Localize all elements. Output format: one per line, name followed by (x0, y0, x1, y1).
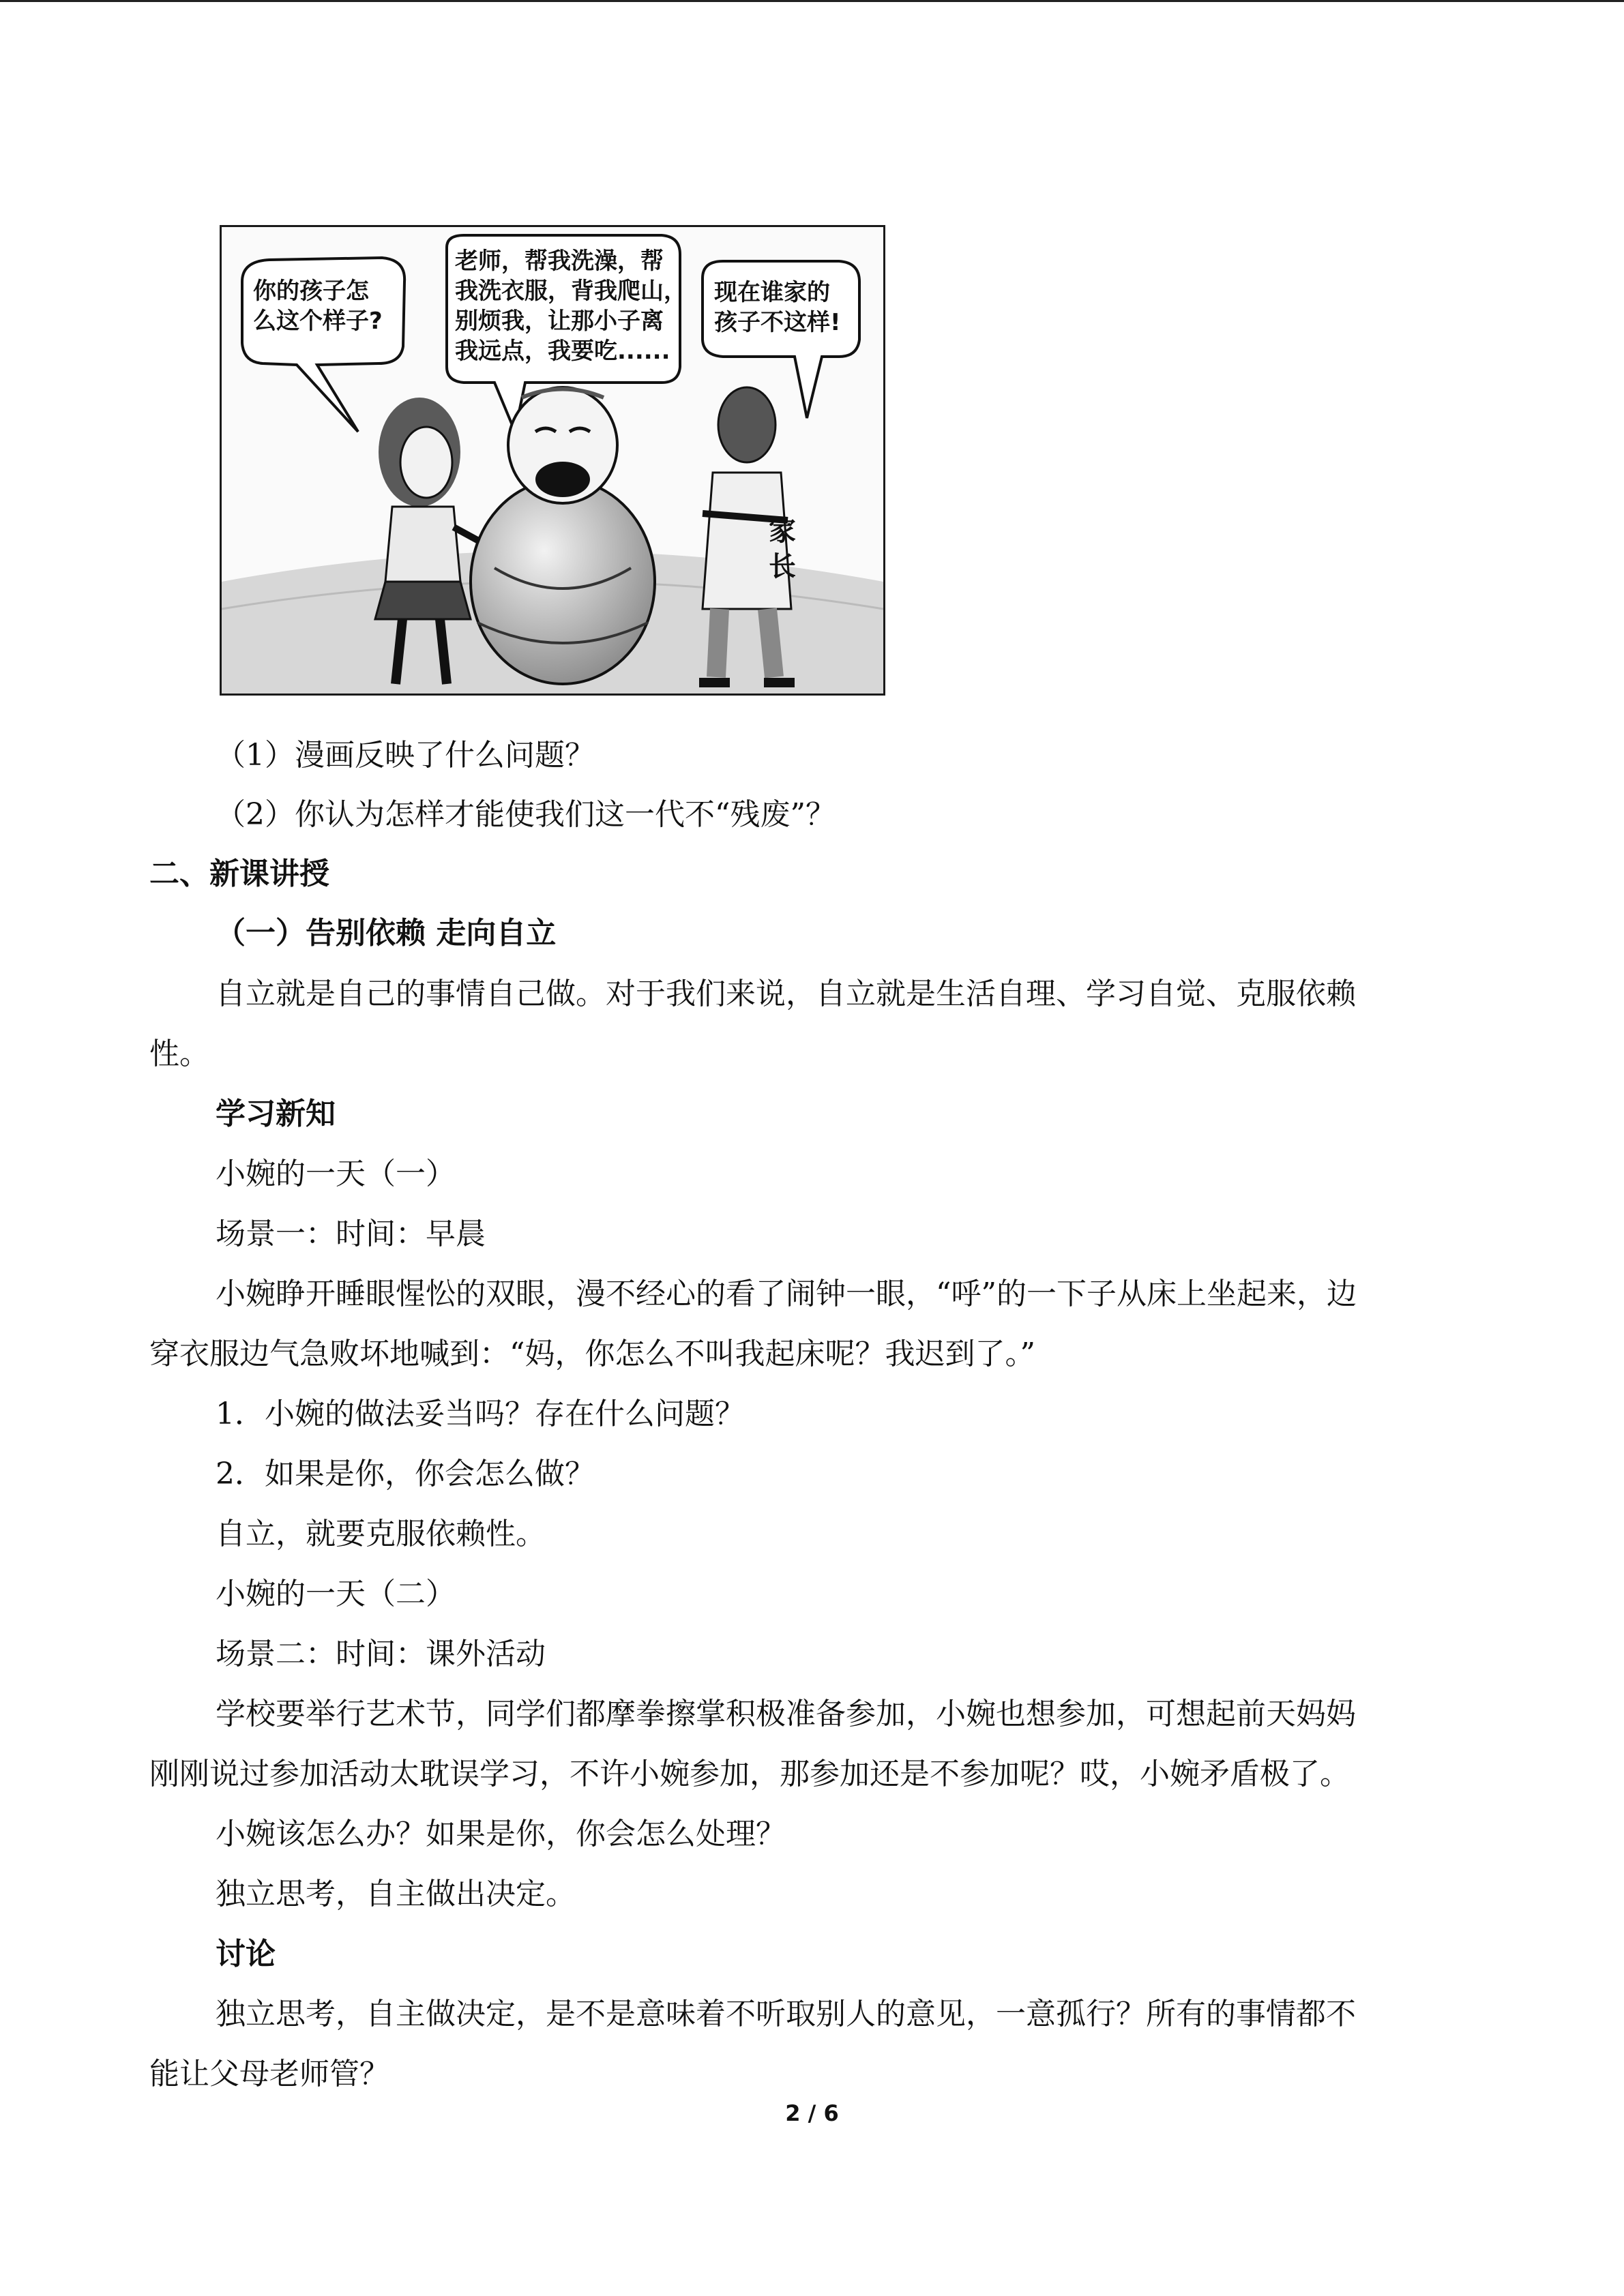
discussion-line-1: 独立思考，自主做决定，是不是意味着不听取别人的意见，一意孤行？所有的事情都不 (216, 1997, 1356, 2031)
subsection-heading: （一）告别依赖 走向自立 (216, 916, 557, 951)
story2-scene: 场景二：时间：课外活动 (216, 1637, 546, 1671)
discussion-heading: 讨论 (216, 1937, 276, 1971)
learn-heading: 学习新知 (216, 1097, 336, 1131)
left-bubble-line: 么这个样子? (253, 308, 383, 335)
question-1: （1）漫画反映了什么问题？ (216, 738, 595, 773)
center-bubble-text (455, 246, 687, 366)
story1-title: 小婉的一天（一） (216, 1157, 456, 1191)
story1-scene: 场景一：时间：早晨 (216, 1217, 486, 1251)
top-border-line (0, 0, 1624, 2)
right-bubble-text (714, 278, 841, 338)
right-bubble-line: 现在谁家的 (714, 279, 830, 306)
story2-title: 小婉的一天（二） (216, 1577, 456, 1611)
section-heading: 二、新课讲授 (149, 856, 329, 891)
story2-text-line-2: 刚刚说过参加活动太耽误学习，不许小婉参加，那参加还是不参加呢？哎，小婉矛盾极了。 (149, 1757, 1350, 1791)
story1-text-line-1: 小婉睁开睡眼惺忪的双眼，漫不经心的看了闹钟一眼，“呼”的一下子从床上坐起来，边 (216, 1277, 1357, 1311)
parent-label-char: 家 (769, 516, 796, 547)
parent-label-char: 长 (769, 551, 796, 582)
story1-text-line-2: 穿衣服边气急败坏地喊到：“妈，你怎么不叫我起床呢？我迟到了。” (149, 1337, 1035, 1371)
page-number: 2 / 6 (785, 2100, 839, 2126)
discussion-line-2: 能让父母老师管？ (149, 2057, 389, 2091)
story2-question: 小婉该怎么办？如果是你，你会怎么处理？ (216, 1817, 786, 1851)
story2-text-line-1: 学校要举行艺术节，同学们都摩拳擦掌积极准备参加，小婉也想参加，可想起前天妈妈 (216, 1697, 1356, 1731)
right-bubble-line: 孩子不这样! (714, 309, 841, 336)
center-bubble-line: 我洗衣服，背我爬山， (455, 278, 687, 305)
parent-label (767, 513, 797, 584)
definition-line-1: 自立就是自己的事情自己做。对于我们来说，自立就是生活自理、学习自觉、克服依赖 (216, 976, 1356, 1011)
cartoon-illustration (220, 225, 885, 696)
left-bubble-text (253, 276, 383, 336)
story1-question-2: 2．如果是你，你会怎么做？ (216, 1457, 595, 1491)
story2-conclusion: 独立思考，自主做出决定。 (216, 1877, 576, 1911)
story1-question-1: 1．小婉的做法妥当吗？存在什么问题？ (216, 1397, 745, 1431)
center-bubble-line: 我远点，我要吃...... (455, 338, 670, 365)
definition-line-2: 性。 (149, 1037, 209, 1071)
center-bubble-line: 老师，帮我洗澡，帮 (455, 248, 664, 275)
left-bubble-line: 你的孩子怎 (253, 278, 369, 305)
center-bubble-line: 别烦我，让那小子离 (455, 308, 664, 335)
question-2: （2）你认为怎样才能使我们这一代不“残废”？ (216, 797, 836, 832)
story1-conclusion: 自立，就要克服依赖性。 (216, 1517, 546, 1551)
